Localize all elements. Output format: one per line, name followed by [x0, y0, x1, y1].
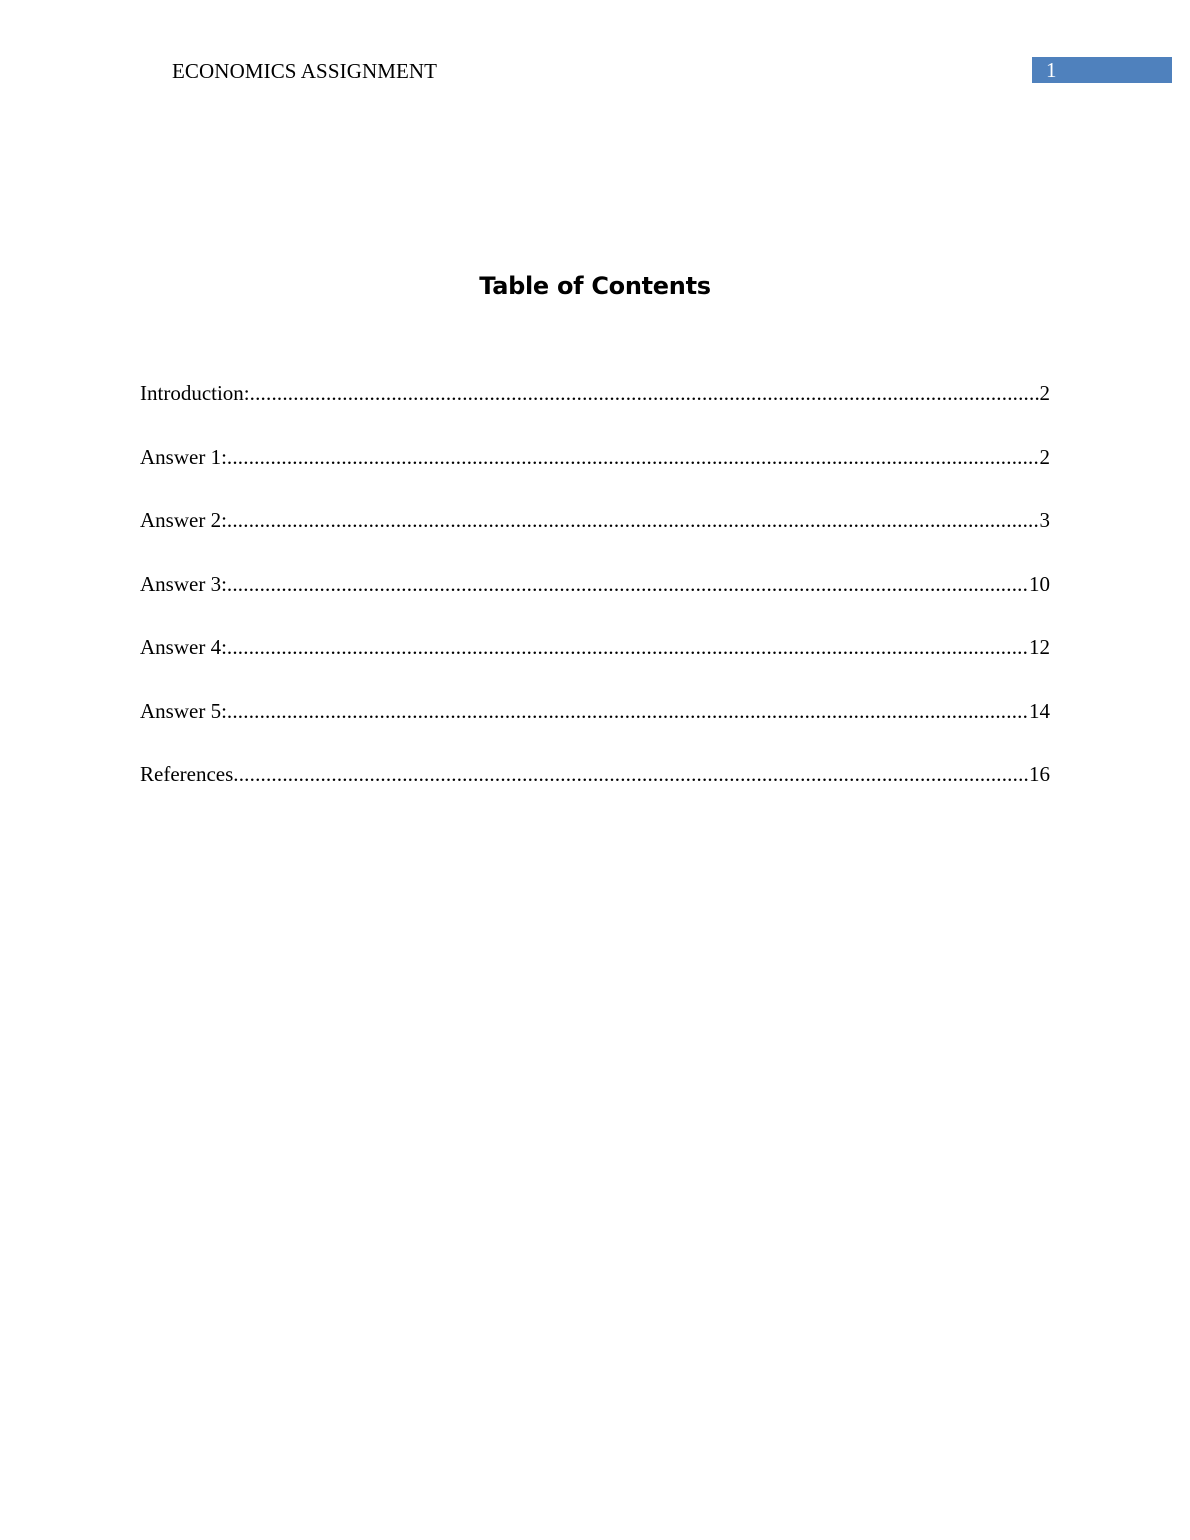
toc-entry-references[interactable] — [140, 761, 1050, 825]
toc-dot-leader — [227, 444, 1040, 470]
toc-entry-label: References — [140, 762, 234, 786]
toc-entry-label: Answer 3: — [140, 571, 227, 596]
toc-entry-page: 10 — [1029, 571, 1050, 596]
toc-dot-leader — [250, 380, 1040, 406]
toc-entry-label: Answer 1: — [140, 444, 227, 469]
toc-entry-label: Answer 4: — [140, 635, 227, 659]
page-number: 1 — [1046, 58, 1057, 82]
toc-entry-answer-3[interactable] — [140, 571, 1050, 635]
toc-entry-page: 14 — [1029, 698, 1050, 723]
toc-entry-label: Answer 2: — [140, 508, 227, 532]
toc-entry-page: 16 — [1029, 762, 1050, 786]
toc-entry-answer-2[interactable] — [140, 507, 1050, 571]
header-title: ECONOMICS ASSIGNMENT — [172, 59, 438, 83]
toc-entry-page: 2 — [1039, 444, 1050, 469]
toc-entry-label: Answer 5: — [140, 698, 227, 723]
page-number-badge — [1032, 57, 1172, 83]
toc-entry-answer-4[interactable] — [140, 634, 1050, 698]
toc-entry-page: 12 — [1029, 635, 1050, 659]
toc-dot-leader — [227, 571, 1029, 597]
toc-dot-leader — [227, 634, 1029, 660]
toc-heading: Table of Contents — [479, 272, 711, 300]
toc-dot-leader — [227, 507, 1040, 533]
toc-dot-leader — [233, 761, 1029, 787]
toc-entry-answer-1[interactable] — [140, 444, 1050, 508]
toc-entry-introduction[interactable] — [140, 380, 1050, 444]
toc-entry-label: Introduction: — [140, 381, 250, 405]
toc-entry-page: 2 — [1039, 381, 1050, 405]
toc-entry-answer-5[interactable] — [140, 698, 1050, 762]
table-of-contents — [140, 380, 1050, 825]
toc-dot-leader — [227, 698, 1029, 724]
toc-entry-page: 3 — [1039, 508, 1050, 532]
